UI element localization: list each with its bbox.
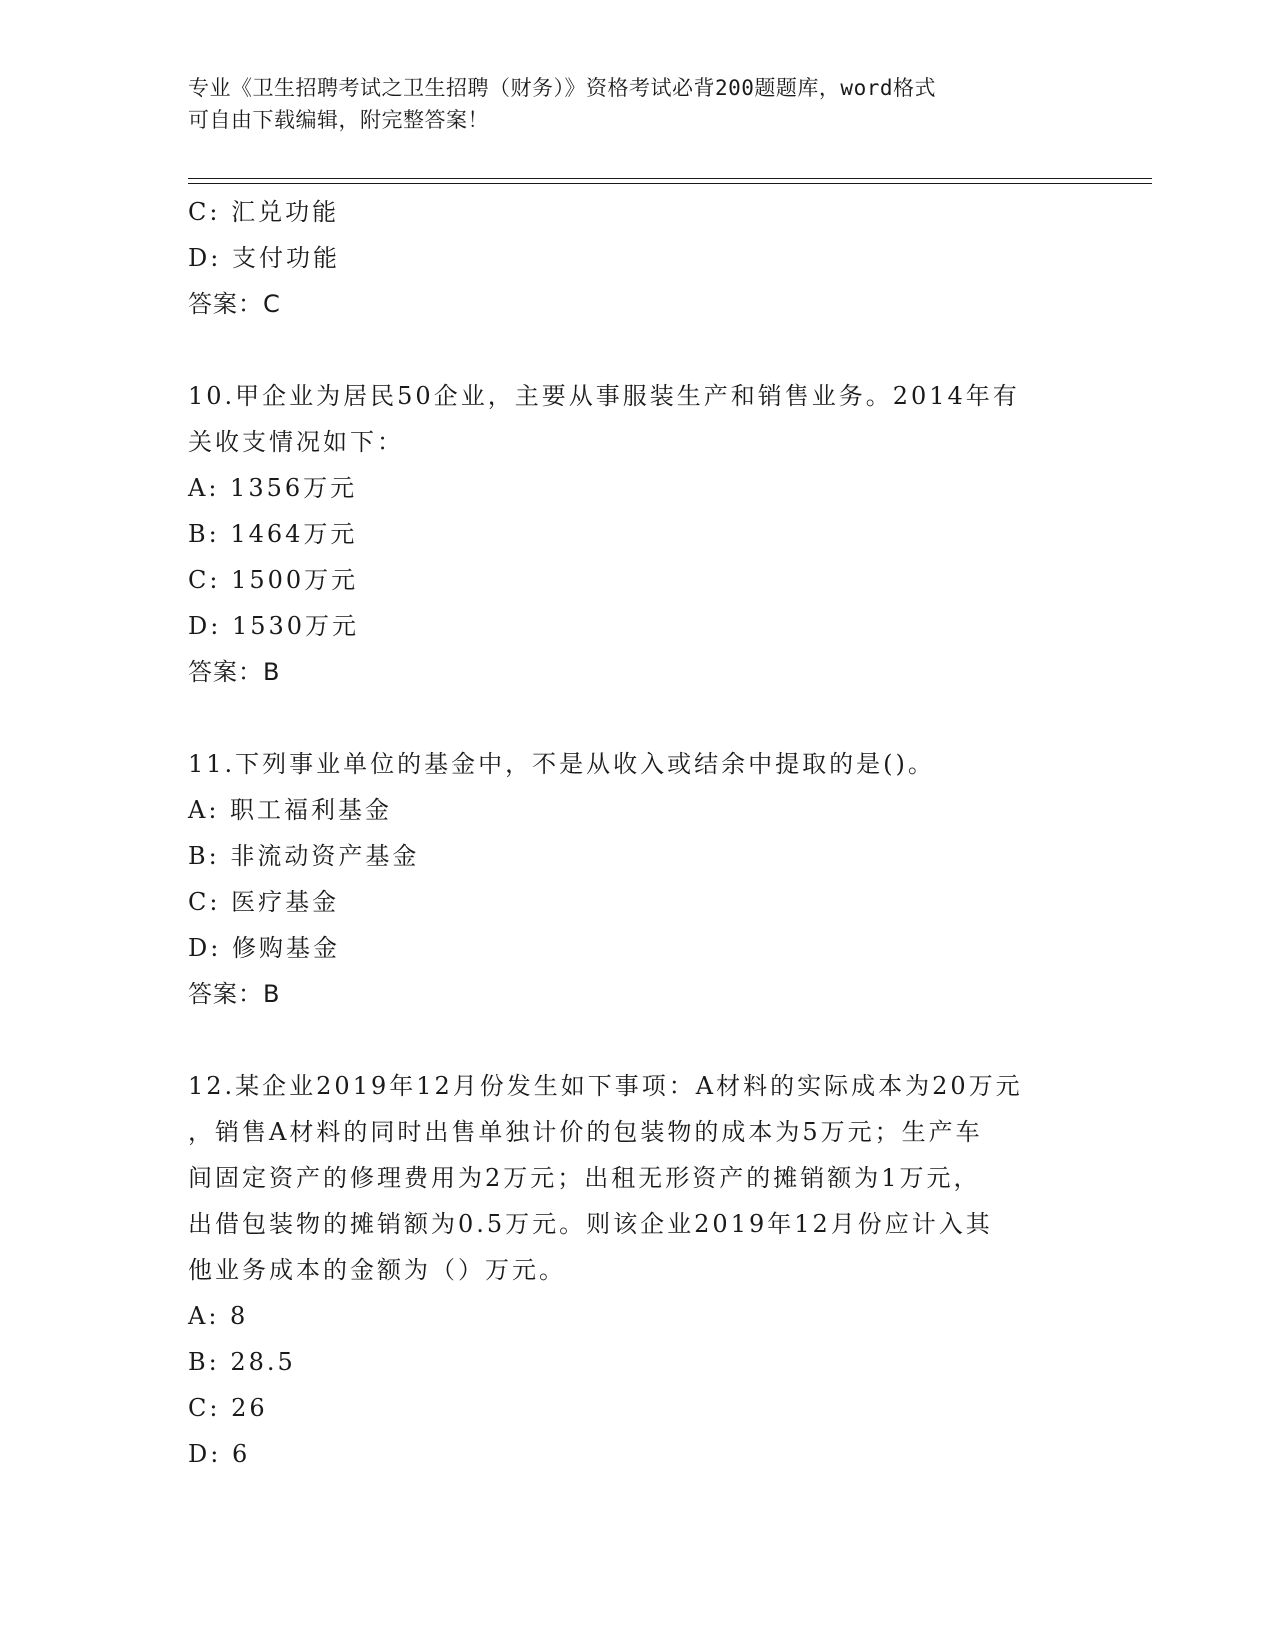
option-b: B: 28.5 [188, 1348, 296, 1376]
question-stem-line: 他业务成本的金额为（）万元。 [188, 1256, 566, 1284]
option-a: A: 1356万元 [188, 474, 358, 502]
question-9-remainder [188, 189, 1088, 327]
option-d: D: 1530万元 [188, 612, 360, 640]
option-a: A: 职工福利基金 [188, 796, 393, 824]
question-list [188, 189, 1088, 1477]
question-stem-line: 出借包装物的摊销额为0.5万元。则该企业2019年12月份应计入其 [188, 1210, 993, 1238]
question-stem-line: 10.甲企业为居民50企业，主要从事服装生产和销售业务。2014年有 [188, 382, 1020, 410]
option-c: C: 医疗基金 [188, 888, 340, 916]
header-divider-bottom [188, 183, 1152, 184]
question-stem-line: 间固定资产的修理费用为2万元；出租无形资产的摊销额为1万元， [188, 1164, 981, 1192]
question-stem-line: 12.某企业2019年12月份发生如下事项：A材料的实际成本为20万元 [188, 1072, 1023, 1100]
header-line-1: 专业《卫生招聘考试之卫生招聘（财务）》资格考试必背200题题库，word格式 [188, 76, 936, 100]
question-10 [188, 373, 1088, 695]
answer: 答案：C [188, 290, 281, 318]
option-c: C: 1500万元 [188, 566, 359, 594]
question-stem-line: 关收支情况如下： [188, 428, 404, 456]
question-11 [188, 741, 1088, 1017]
answer: 答案：B [188, 658, 281, 686]
option-c: C: 26 [188, 1394, 268, 1422]
option-d: D: 修购基金 [188, 934, 340, 962]
question-stem-line: 11.下列事业单位的基金中，不是从收入或结余中提取的是()。 [188, 750, 935, 778]
question-stem-line: ，销售A材料的同时出售单独计价的包装物的成本为5万元；生产车 [188, 1118, 983, 1146]
option-b: B: 非流动资产基金 [188, 842, 420, 870]
header-divider-top [188, 178, 1152, 179]
option-b: B: 1464万元 [188, 520, 358, 548]
header-line-2: 可自由下载编辑，附完整答案！ [188, 108, 489, 132]
answer: 答案：B [188, 980, 281, 1008]
option-d: D: 6 [188, 1440, 251, 1468]
question-12 [188, 1063, 1088, 1477]
option-c: C: 汇兑功能 [188, 198, 340, 226]
option-d: D: 支付功能 [188, 244, 340, 272]
document-header [188, 72, 1068, 136]
option-a: A: 8 [188, 1302, 249, 1330]
